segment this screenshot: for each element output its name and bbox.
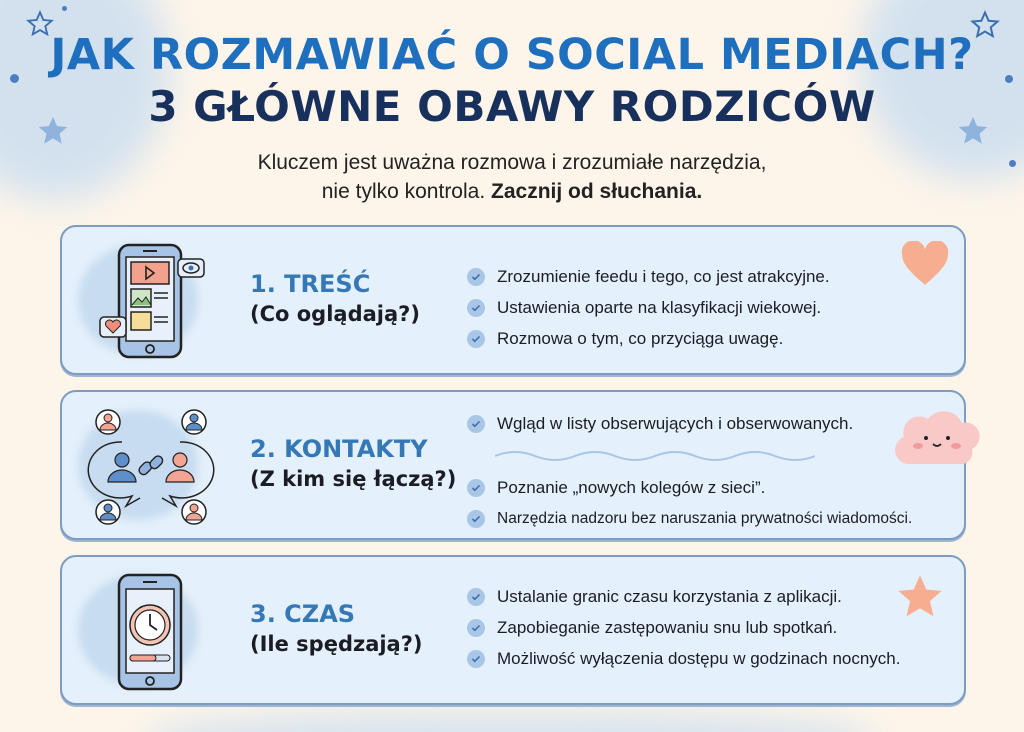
checklist-item-text: Rozmowa o tym, co przyciąga uwagę. xyxy=(497,328,784,348)
check-icon xyxy=(467,510,485,528)
check-icon xyxy=(467,299,485,317)
page-subtitle-heading: 3 GŁÓWNE OBAWY RODZICÓW xyxy=(148,82,876,131)
card-question: (Co oglądają?) xyxy=(250,302,420,326)
card-heading xyxy=(250,269,420,329)
checklist-item-text: Zapobieganie zastępowaniu snu lub spotkań. xyxy=(497,617,838,637)
dot-decoration xyxy=(62,6,67,11)
card-heading xyxy=(250,599,423,659)
check-icon xyxy=(467,650,485,668)
intro-text xyxy=(0,148,1024,206)
card-question: (Z kim się łączą?) xyxy=(250,467,457,491)
check-icon xyxy=(467,330,485,348)
intro-line-2 xyxy=(0,177,1024,206)
checklist-item xyxy=(467,472,912,503)
checklist-item xyxy=(467,323,830,354)
check-icon xyxy=(467,415,485,433)
check-icon xyxy=(467,479,485,497)
checklist-item xyxy=(467,292,830,323)
checklist-item-text: Ustalanie granic czasu korzystania z aplikacji. xyxy=(497,586,842,606)
intro-line-2-plain: nie tylko kontrola. xyxy=(321,180,492,203)
intro-line-1: Kluczem jest uważna rozmowa i zrozumiałe narzędzia, xyxy=(257,151,767,174)
card-question: (Ile spędzają?) xyxy=(250,632,423,656)
card-heading xyxy=(250,434,456,494)
star-icon xyxy=(894,571,946,623)
card-checklist xyxy=(467,261,830,354)
card-title: 1. TREŚĆ xyxy=(250,270,371,298)
concern-card-contacts xyxy=(60,390,966,540)
intro-line-2-bold: Zacznij od słuchania. xyxy=(491,180,703,203)
card-title: 2. KONTAKTY xyxy=(250,435,428,463)
checklist-item xyxy=(467,503,912,534)
check-icon xyxy=(467,588,485,606)
concern-card-time xyxy=(60,555,966,705)
checklist-item-text: Zrozumienie feedu i tego, co jest atrakcyjne. xyxy=(497,266,830,286)
phone-clock-icon xyxy=(86,567,216,697)
check-icon xyxy=(467,268,485,286)
checklist-item xyxy=(467,408,912,439)
connected-people-icon xyxy=(86,402,216,532)
phone-content-feed-icon xyxy=(86,237,216,367)
checklist-item-text: Narzędzia nadzoru bez naruszania prywatności wiadomości. xyxy=(497,509,913,527)
checklist-item xyxy=(467,643,900,674)
checklist-item xyxy=(467,581,900,612)
checklist-item-text: Ustawienia oparte na klasyfikacji wiekowej. xyxy=(497,297,822,317)
checklist-item-text: Poznanie „nowych kolegów z sieci”. xyxy=(497,477,766,497)
checklist-item-text: Możliwość wyłączenia dostępu w godzinach nocnych. xyxy=(497,648,901,668)
page-title: JAK ROZMAWIAĆ O SOCIAL MEDIACH? xyxy=(50,30,974,80)
checklist-item xyxy=(467,261,830,292)
concern-card-content xyxy=(60,225,966,375)
heart-icon xyxy=(900,241,950,287)
card-title: 3. CZAS xyxy=(250,600,356,628)
checklist-item xyxy=(467,612,900,643)
card-checklist xyxy=(467,408,912,534)
watercolor-wash-bottom xyxy=(150,715,870,732)
smiling-cloud-icon xyxy=(890,406,984,472)
card-checklist xyxy=(467,581,900,674)
check-icon xyxy=(467,619,485,637)
wavy-divider xyxy=(467,439,912,472)
checklist-item-text: Wgląd w listy obserwujących i obserwowanych. xyxy=(497,413,854,433)
